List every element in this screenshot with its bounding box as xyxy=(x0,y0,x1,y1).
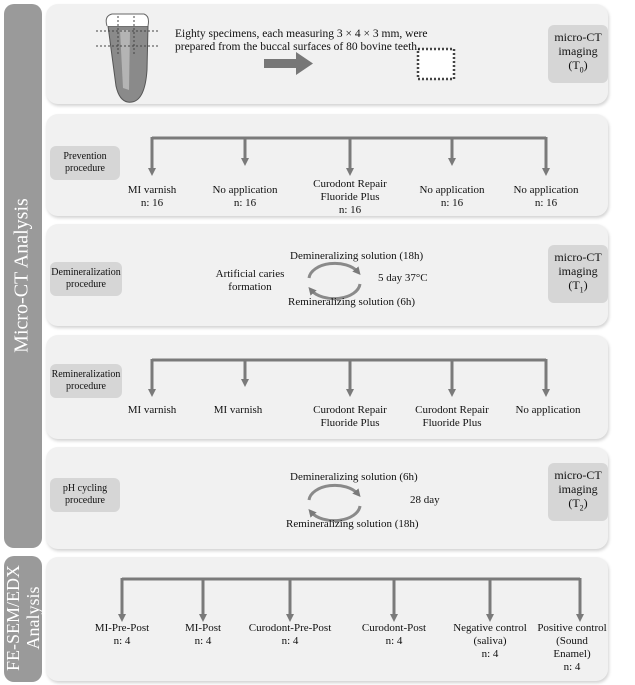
analysis-group-2-line1: MI-Post xyxy=(184,622,222,634)
micro-ct-t0-badge xyxy=(548,25,608,83)
micro-ct-t1-badge xyxy=(548,245,608,303)
analysis-group-6-line4: n: 4 xyxy=(563,661,581,673)
analysis-group-5 xyxy=(445,622,535,661)
remineralization-group-1-line1: MI varnish xyxy=(127,404,177,416)
micro-ct-t2-time: $(T_2)$ xyxy=(568,496,588,513)
prevention-group-1-line1: MI varnish xyxy=(127,184,177,196)
micro-ct-t1-time: $(T_1)$ xyxy=(568,278,588,295)
demin-cycle-icon xyxy=(309,263,360,298)
analysis-group-2 xyxy=(163,622,243,648)
specimen-description-line1: Eighty specimens, each measuring 3 × 4 × 3 mm, were xyxy=(175,28,428,40)
remineralization-group-4-line1: Curodont Repair xyxy=(415,404,489,416)
remineralization-group-3-line2: Fluoride Plus xyxy=(320,417,380,429)
process-arrow-icon xyxy=(264,52,313,75)
analysis-group-3-line2: n: 4 xyxy=(281,635,299,647)
tooth-icon xyxy=(96,14,158,102)
prevention-group-1-line2: n: 16 xyxy=(140,197,164,209)
artificial-caries-label xyxy=(200,268,300,294)
prevention-group-4 xyxy=(402,184,502,210)
specimen-description xyxy=(175,28,428,54)
analysis-group-2-line2: n: 4 xyxy=(194,635,212,647)
demineralization-tag xyxy=(50,262,122,296)
remineralization-branch-lines xyxy=(152,359,546,393)
analysis-group-1-line2: n: 4 xyxy=(113,635,131,647)
analysis-group-3 xyxy=(240,622,340,648)
ph-cycling-tag xyxy=(50,478,120,512)
specimen-description-line2: prepared from the buccal surfaces of 80 bovine teeth. xyxy=(175,41,420,53)
analysis-group-4-line1: Curodont-Post xyxy=(361,622,427,634)
ph-top-solution: Demineralizing solution (6h) xyxy=(290,471,418,483)
remineralization-group-5 xyxy=(498,404,598,417)
analysis-group-1 xyxy=(77,622,167,648)
prevention-group-2-line1: No application xyxy=(212,184,278,196)
sidebar-fe-sem-edx-line1: FE-SEM/EDX xyxy=(3,565,23,672)
prevention-group-4-line1: No application xyxy=(419,184,485,196)
micro-ct-t1-label2: imaging xyxy=(558,264,598,279)
prevention-group-5-line1: No application xyxy=(513,184,579,196)
analysis-group-1-line1: MI-Pre-Post xyxy=(94,622,150,634)
analysis-group-3-line1: Curodont-Pre-Post xyxy=(248,622,332,634)
ph-cycle-icon xyxy=(309,485,360,520)
demin-duration: 5 day 37°C xyxy=(378,272,428,284)
prevention-group-3-line1: Curodont Repair xyxy=(313,178,387,190)
prevention-tag-line2: procedure xyxy=(65,163,105,174)
micro-ct-t0-label2: imaging xyxy=(558,44,598,59)
ph-cycling-tag-line2: procedure xyxy=(65,495,105,506)
ph-bottom-solution: Remineralizing solution (18h) xyxy=(286,518,419,530)
remineralization-group-2-line1: MI varnish xyxy=(213,404,263,416)
remineralization-group-3 xyxy=(300,404,400,430)
prevention-tag-line1: Prevention xyxy=(63,151,107,162)
sidebar-micro-ct-label: Micro-CT Analysis xyxy=(10,198,33,353)
prevention-group-5-line2: n: 16 xyxy=(534,197,558,209)
micro-ct-t2-badge xyxy=(548,463,608,521)
prevention-group-5 xyxy=(496,184,596,210)
remineralization-group-3-line1: Curodont Repair xyxy=(313,404,387,416)
analysis-group-6-line1: Positive control xyxy=(537,622,607,634)
remineralization-tag-line2: procedure xyxy=(66,381,106,392)
analysis-group-4-line2: n: 4 xyxy=(385,635,403,647)
prevention-group-1 xyxy=(102,184,202,210)
artificial-caries-line2: formation xyxy=(228,281,272,293)
ph-duration: 28 day xyxy=(410,494,440,506)
prevention-branch-lines xyxy=(152,137,546,172)
artificial-caries-line1: Artificial caries xyxy=(215,268,285,280)
analysis-group-5-line2: (saliva) xyxy=(473,635,507,647)
sidebar-fe-sem-edx-line2: Analysis xyxy=(23,586,43,650)
prevention-group-2-line2: n: 16 xyxy=(233,197,257,209)
demineralization-tag-line2: procedure xyxy=(66,279,106,290)
remineralization-group-1 xyxy=(102,404,202,417)
micro-ct-t2-label: micro-CT xyxy=(554,468,602,483)
prevention-group-2 xyxy=(195,184,295,210)
demin-top-solution: Demineralizing solution (18h) xyxy=(290,250,424,262)
prevention-group-3 xyxy=(300,178,400,217)
remineralization-group-4-line2: Fluoride Plus xyxy=(422,417,482,429)
micro-ct-t1-label: micro-CT xyxy=(554,250,602,265)
analysis-group-6 xyxy=(530,622,614,674)
analysis-group-4 xyxy=(349,622,439,648)
demin-bottom-solution: Remineralizing solution (6h) xyxy=(288,296,416,308)
remineralization-group-2 xyxy=(188,404,288,417)
remineralization-tag xyxy=(50,364,122,398)
demineralization-tag-line1: Demineralization xyxy=(51,267,121,278)
analysis-group-6-line2: (Sound xyxy=(556,635,588,647)
remineralization-tag-line1: Remineralization xyxy=(51,369,121,380)
prevention-group-4-line2: n: 16 xyxy=(440,197,464,209)
prevention-tag xyxy=(50,146,120,180)
prevention-group-3-line3: n: 16 xyxy=(338,204,362,216)
analysis-branch-lines xyxy=(122,578,580,618)
micro-ct-t0-label: micro-CT xyxy=(554,30,602,45)
prevention-group-3-line2: Fluoride Plus xyxy=(320,191,380,203)
micro-ct-t2-label2: imaging xyxy=(558,482,598,497)
ph-cycling-tag-line1: pH cycling xyxy=(62,483,108,494)
analysis-group-5-line3: n: 4 xyxy=(481,648,499,660)
micro-ct-t0-time: $(T_0)$ xyxy=(568,58,588,75)
analysis-group-5-line1: Negative control xyxy=(453,622,527,634)
remineralization-group-4 xyxy=(402,404,502,430)
remineralization-group-5-line1: No application xyxy=(515,404,581,416)
analysis-group-6-line3: Enamel) xyxy=(553,648,591,660)
